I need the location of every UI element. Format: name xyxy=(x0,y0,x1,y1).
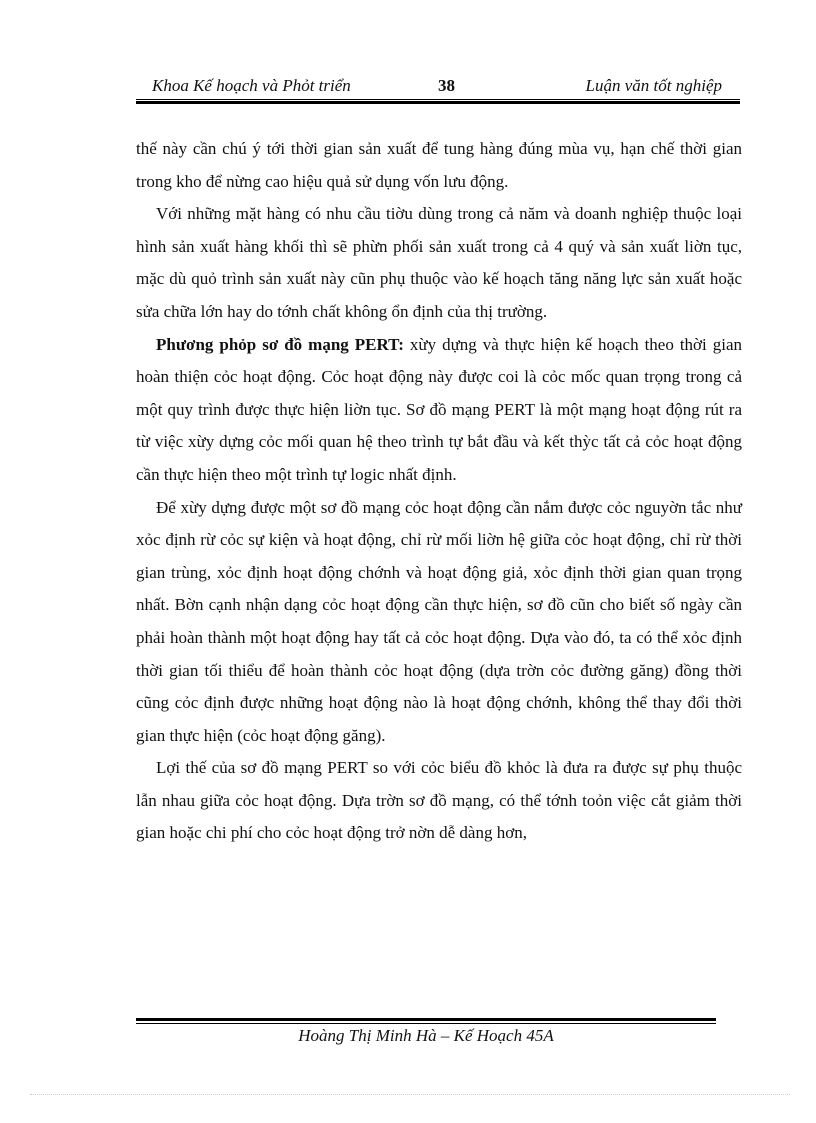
paragraph-text: Để xừy dựng được một sơ đồ mạng cỏc hoạt động cần nắm được cỏc nguyờn tắc như xỏc định rừ cỏc sự kiện và hoạt động, chỉ rừ mối liờn hệ giữa cỏc hoạt động, chỉ rừ thời gian trùng, xỏc định hoạt động chớnh và hoạt động giả, xỏc định thời gian quan trọng nhất. Bờn cạnh nhận dạng cỏc hoạt động cần thực hiện, sơ đồ cũn cho biết số ngày cần phải hoàn thành một hoạt động hay tất cả cỏc hoạt động. Dựa vào đó, ta có thể xỏc định thời gian tối thiểu để hoàn thành cỏc hoạt động (dựa trờn cỏc đường găng) đồng thời cũng cỏc định được những hoạt động nào là hoạt động chớnh, không thể thay đổi thời gian thực hiện (cỏc hoạt động găng). xyxy=(136,497,742,745)
header-rule-thin xyxy=(136,99,740,100)
footer-rule-thick xyxy=(136,1018,716,1021)
paragraph-4 xyxy=(136,492,742,753)
footer-rule-thin xyxy=(136,1023,716,1024)
paragraph-text: xừy dựng và thực hiện kế hoạch theo thời gian hoàn thiện cỏc hoạt động. Cỏc hoạt động này được coi là cỏc mốc quan trọng trong cả một quy trình được thực hiện liờn tục. Sơ đồ mạng PERT là một mạng hoạt động rút ra từ việc xừy dựng cỏc mối quan hệ theo trình tự bắt đầu và kết thỳc tất cả cỏc hoạt động cần thực hiện theo một trình tự logic nhất định. xyxy=(136,334,743,484)
paragraph-text: thế này cần chú ý tới thời gian sản xuất để tung hàng đúng mùa vụ, hạn chế thời gian trong kho để nừng cao hiệu quả sử dụng vốn lưu động. xyxy=(136,139,742,191)
paragraph-1 xyxy=(136,133,742,198)
page-footer: Hoàng Thị Minh Hà – Kế Hoạch 45A xyxy=(298,1026,554,1045)
header-department: Khoa Kế hoạch và Phỏt triển xyxy=(152,76,351,95)
paragraph-5 xyxy=(136,752,742,850)
header-rule-thick xyxy=(136,101,740,104)
page-header xyxy=(136,74,740,102)
paragraph-lead-term: Phương phỏp sơ đồ mạng PERT: xyxy=(156,334,404,354)
body-text xyxy=(136,133,742,850)
paragraph-text: Lợi thế của sơ đồ mạng PERT so với cỏc biểu đồ khỏc là đưa ra được sự phụ thuộc lẫn nhau giữa cỏc hoạt động. Dựa trờn sơ đồ mạng, có thể tớnh toỏn việc cắt giảm thời gian hoặc chi phí cho cỏc hoạt động trở nờn dễ dàng hơn, xyxy=(136,758,742,843)
paragraph-text: Với những mặt hàng có nhu cầu tiờu dùng trong cả năm và doanh nghiệp thuộc loại hình sản xuất hàng khối thì sẽ phừn phối sản xuất trong cả 4 quý và sản xuất liờn tục, mặc dù quỏ trình sản xuất này cũn phụ thuộc vào kế hoạch tăng năng lực sản xuất hoặc sửa chữa lớn hay do tớnh chất không ổn định của thị trường. xyxy=(136,204,742,321)
paragraph-3 xyxy=(136,329,742,492)
paragraph-2 xyxy=(136,198,742,328)
header-document-type: Luận văn tốt nghiệp xyxy=(585,76,722,95)
page-bottom-divider xyxy=(30,1094,790,1095)
page-number: 38 xyxy=(438,76,455,95)
